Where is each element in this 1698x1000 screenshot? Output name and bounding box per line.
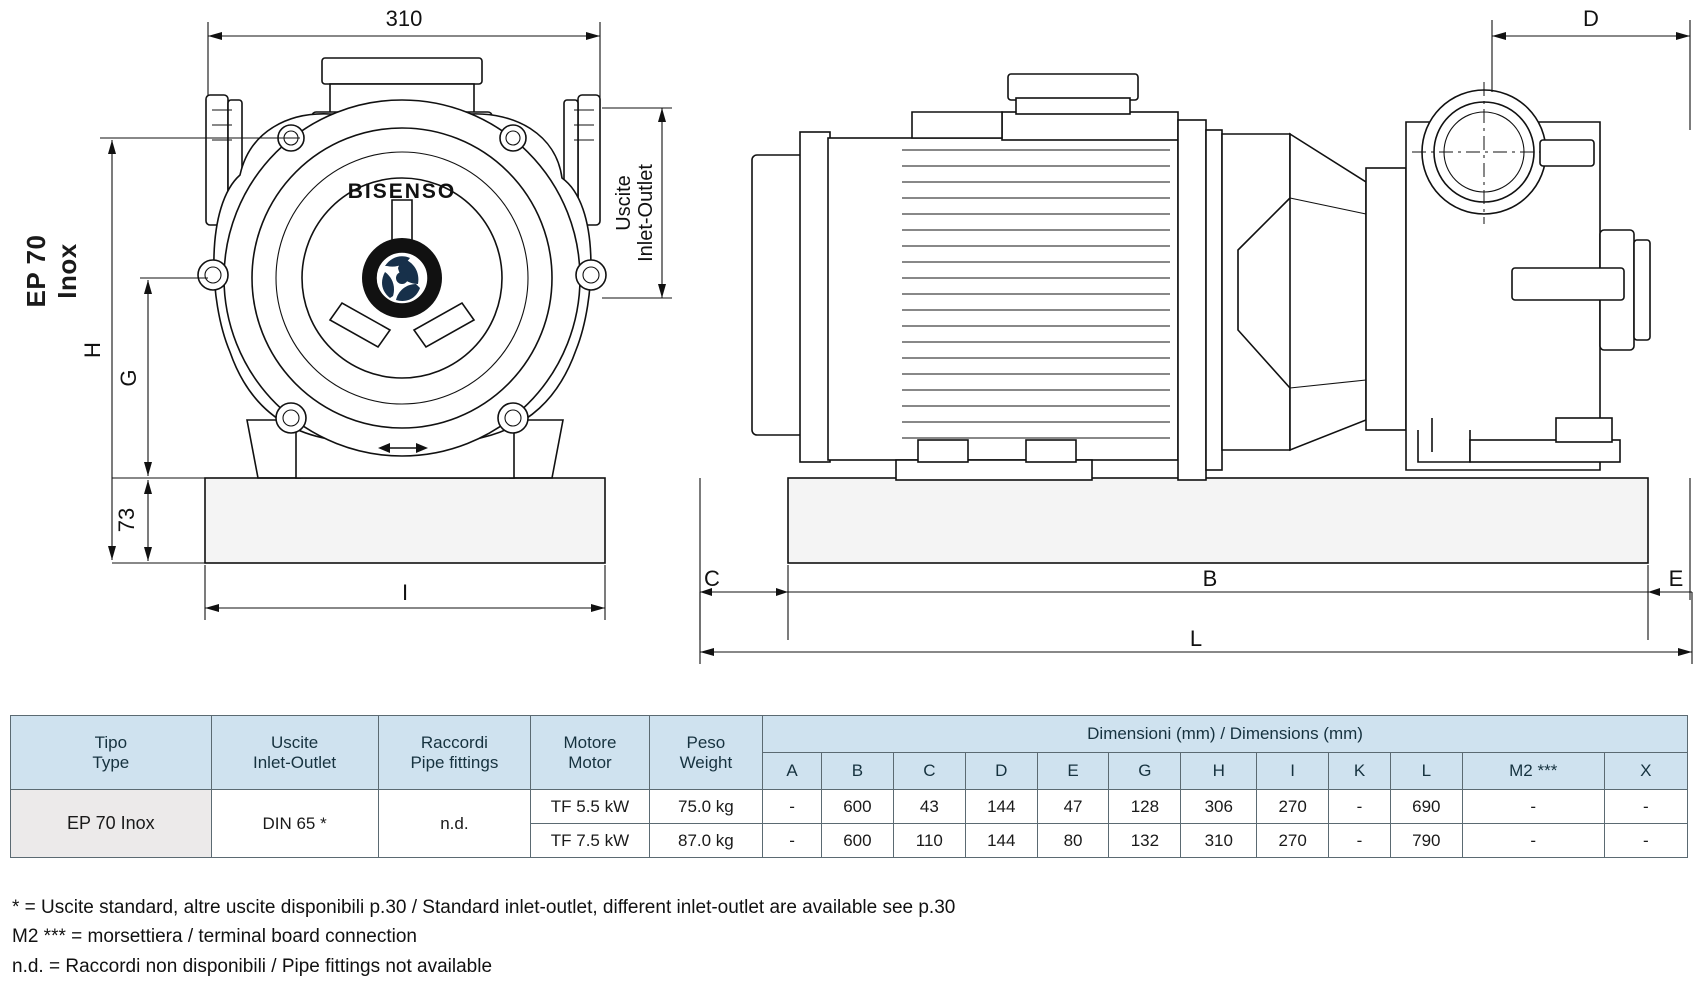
cell-weight: 75.0 kg — [649, 790, 762, 824]
cell-motor: TF 7.5 kW — [531, 824, 649, 858]
header-dim-I: I — [1257, 753, 1329, 790]
brand-text: BISENSO — [347, 180, 457, 203]
dim-E-text: E — [1668, 566, 1684, 591]
cell-dim-G: 128 — [1109, 790, 1181, 824]
cell-dim-L: 790 — [1390, 824, 1462, 858]
outlet-label-line1: Uscite — [613, 175, 635, 231]
header-fittings — [378, 716, 531, 790]
footnote-3: n.d. = Raccordi non disponibili / Pipe fittings not available — [12, 955, 493, 977]
cell-outlet: DIN 65 * — [211, 790, 378, 858]
cell-dim-A: - — [763, 824, 822, 858]
cell-dim-M2: - — [1462, 790, 1604, 824]
header-dim-H: H — [1181, 753, 1257, 790]
cell-dim-I: 270 — [1257, 824, 1329, 858]
cell-type: EP 70 Inox — [11, 790, 212, 858]
cell-dim-E: 80 — [1037, 824, 1109, 858]
header-dim-X: X — [1604, 753, 1687, 790]
header-motor-line1: Motore — [563, 732, 617, 752]
header-type-line1: Tipo — [94, 732, 128, 752]
cell-dim-E: 47 — [1037, 790, 1109, 824]
dim-H-text: H — [80, 342, 105, 358]
header-outlet-line2: Inlet-Outlet — [253, 752, 337, 772]
cell-dim-K: - — [1329, 790, 1391, 824]
table-head — [11, 716, 1688, 790]
header-type-line2: Type — [92, 752, 130, 772]
specs-table-container — [10, 715, 1688, 858]
cell-dim-A: - — [763, 790, 822, 824]
table-row — [11, 790, 1688, 824]
footnotes — [12, 893, 955, 981]
cell-dim-X: - — [1604, 824, 1687, 858]
model-label: EP 70 Inox — [21, 234, 82, 308]
header-outlet-line1: Uscite — [270, 732, 319, 752]
cell-dim-B: 600 — [821, 790, 893, 824]
cell-dim-C: 110 — [893, 824, 965, 858]
cell-dim-I: 270 — [1257, 790, 1329, 824]
dim-I-text: I — [401, 580, 409, 605]
header-fittings-line2: Pipe fittings — [410, 752, 499, 772]
header-motor-line2: Motor — [568, 752, 612, 772]
header-type — [11, 716, 212, 790]
dim-D-text: D — [1583, 6, 1599, 31]
header-dim-M2: M2 *** — [1462, 753, 1604, 790]
cell-dim-L: 690 — [1390, 790, 1462, 824]
cell-dim-H: 306 — [1181, 790, 1257, 824]
cell-dim-X: - — [1604, 790, 1687, 824]
cell-dim-K: - — [1329, 824, 1391, 858]
cell-dim-B: 600 — [821, 824, 893, 858]
header-weight-line2: Weight — [679, 752, 733, 772]
outlet-label-line2: Inlet-Outlet — [635, 164, 657, 262]
header-dim-A: A — [763, 753, 822, 790]
dim-310-text: 310 — [385, 6, 423, 31]
specs-table — [10, 715, 1688, 858]
header-dim-L: L — [1390, 753, 1462, 790]
cell-fittings: n.d. — [378, 790, 531, 858]
cell-motor: TF 5.5 kW — [531, 790, 649, 824]
header-motor — [531, 716, 649, 790]
header-weight-line1: Peso — [686, 732, 726, 752]
cell-dim-G: 132 — [1109, 824, 1181, 858]
dim-G-text: G — [116, 369, 141, 387]
footnote-1: * = Uscite standard, altre uscite disponibili p.30 / Standard inlet-outlet, different inlet-outlet are available see p.30 — [12, 897, 956, 918]
dim-73-text: 73 — [114, 507, 139, 533]
cell-dim-D: 144 — [965, 790, 1037, 824]
cell-dim-H: 310 — [1181, 824, 1257, 858]
cell-dim-M2: - — [1462, 824, 1604, 858]
header-dim-C: C — [893, 753, 965, 790]
header-dim-B: B — [821, 753, 893, 790]
dim-C-text: C — [704, 566, 720, 591]
header-fittings-line1: Raccordi — [420, 732, 488, 752]
dim-B-text: B — [1202, 566, 1218, 591]
table-body — [11, 790, 1688, 858]
header-dimensions: Dimensioni (mm) / Dimensions (mm) — [763, 716, 1688, 753]
dim-L-text: L — [1189, 626, 1203, 651]
header-dim-E: E — [1037, 753, 1109, 790]
cell-dim-D: 144 — [965, 824, 1037, 858]
cell-dim-C: 43 — [893, 790, 965, 824]
header-dim-G: G — [1109, 753, 1181, 790]
header-dim-D: D — [965, 753, 1037, 790]
header-weight — [649, 716, 762, 790]
header-dim-K: K — [1329, 753, 1391, 790]
footnote-2: M2 *** = morsettiera / terminal board connection — [12, 926, 418, 948]
side-view — [700, 6, 1692, 664]
header-outlet — [211, 716, 378, 790]
front-view — [80, 6, 672, 620]
table-head-row-1 — [11, 716, 1688, 753]
cell-weight: 87.0 kg — [649, 824, 762, 858]
